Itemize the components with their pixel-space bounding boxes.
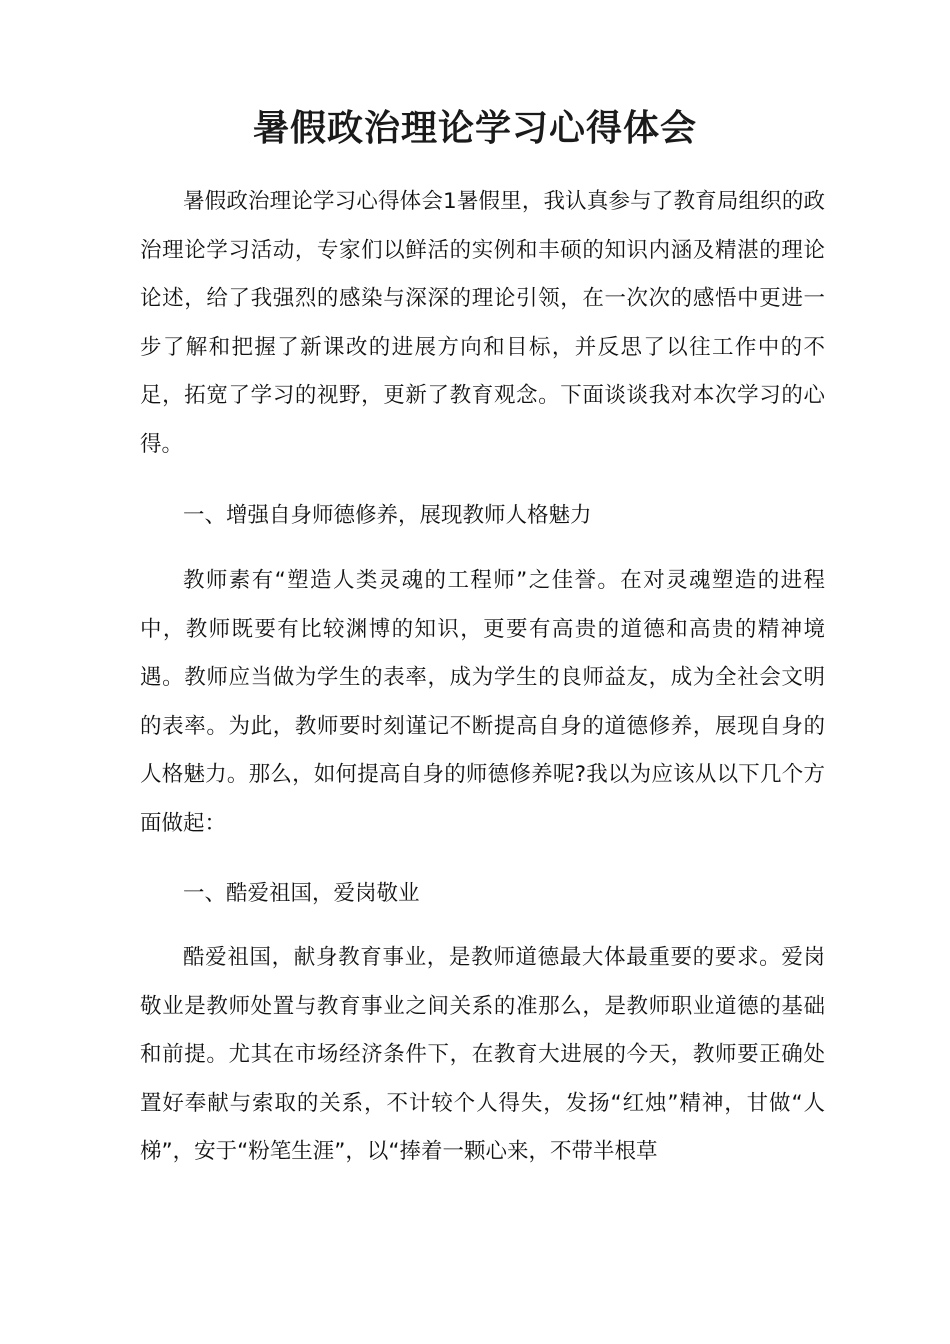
section-heading-2: 一、酷爱祖国，爱岗敬业 (183, 881, 420, 906)
section-heading-1: 一、增强自身师德修养，展现教师人格魅力 (183, 503, 592, 528)
paragraph-intro: 暑假政治理论学习心得体会1暑假里，我认真参与了教育局组织的政治理论学习活动，专家们以鲜活的实例和丰硕的知识内涵及精湛的理论论述，给了我强烈的感染与深深的理论引领，在一次次的感悟中更进一步了解和把握了新课改的进展方向和目标，并反思了以往工作中的不足，拓宽了学习的视野，更新了教育观念。下面谈谈我对本次学习的心得。 (140, 189, 825, 457)
document-title: 暑假政治理论学习心得体会 (252, 107, 697, 149)
paragraph-teacher-role: 教师素有“塑造人类灵魂的工程师”之佳誉。在对灵魂塑造的进程中，教师既要有比较渊博的知识，更要有高贵的道德和高贵的精神境遇。教师应当做为学生的表率，成为学生的良师益友，成为全社会文明的表率。为此，教师要时刻谨记不断提高自身的道德修养，展现自身的人格魅力。那么，如何提高自身的师德修养呢?我以为应该从以下几个方面做起： (140, 568, 825, 836)
paragraph-love-country: 酷爱祖国，献身教育事业，是教师道德最大体最重要的要求。爱岗敬业是教师处置与教育事业之间关系的准那么，是教师职业道德的基础和前提。尤其在市场经济条件下，在教育大进展的今天，教师要正确处置好奉献与索取的关系，不计较个人得失，发扬“红烛”精神，甘做“人梯”，安于“粉笔生涯”，以“捧着一颗心来，不带半根草 (140, 945, 825, 1164)
